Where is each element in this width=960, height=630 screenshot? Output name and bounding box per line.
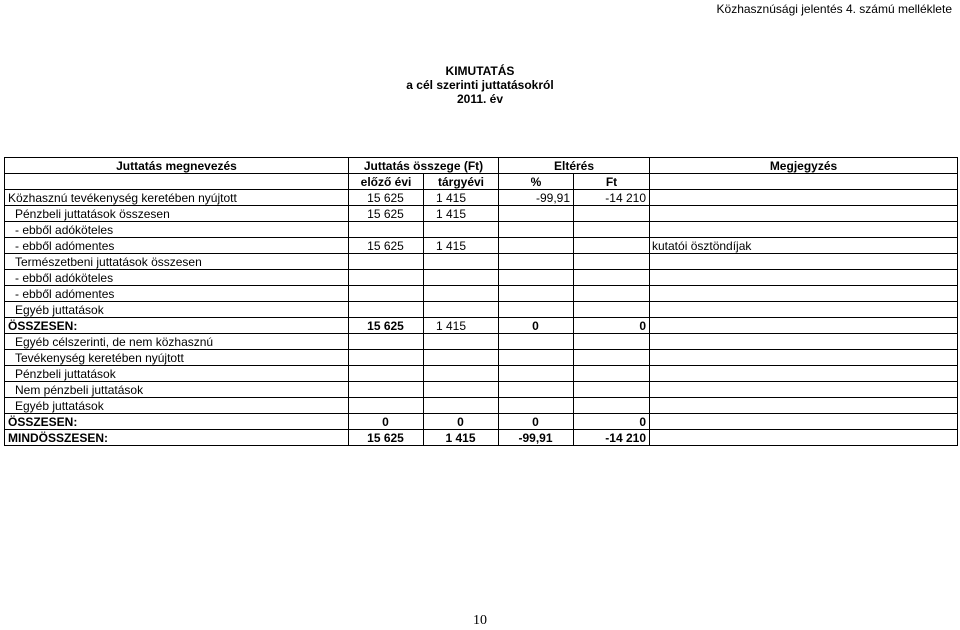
header-row-1 bbox=[5, 158, 958, 174]
table-cell-note bbox=[650, 222, 958, 238]
benefits-table bbox=[4, 157, 958, 446]
table-cell-label: Egyéb juttatások bbox=[5, 302, 349, 318]
table-cell-prev bbox=[349, 382, 424, 398]
table-cell-note bbox=[650, 254, 958, 270]
table-cell-note bbox=[650, 286, 958, 302]
table-cell-note bbox=[650, 430, 958, 446]
table-cell-prev bbox=[349, 398, 424, 414]
table-cell-label: Tevékenység keretében nyújtott bbox=[5, 350, 349, 366]
table-cell-label: ÖSSZESEN: bbox=[5, 318, 349, 334]
table-cell-ft bbox=[574, 366, 650, 382]
table-row bbox=[5, 286, 958, 302]
table-cell-prev: 15 625 bbox=[349, 206, 424, 222]
table-cell-prev: 15 625 bbox=[349, 318, 424, 334]
table-cell-prev bbox=[349, 350, 424, 366]
table-cell-pct bbox=[499, 254, 574, 270]
table-cell-label: Egyéb juttatások bbox=[5, 398, 349, 414]
table-cell-label: - ebből adóköteles bbox=[5, 222, 349, 238]
table-cell-prev bbox=[349, 286, 424, 302]
table-cell-curr: 1 415 bbox=[424, 238, 499, 254]
table-cell-prev bbox=[349, 302, 424, 318]
table-cell-pct: 0 bbox=[499, 318, 574, 334]
table-row bbox=[5, 430, 958, 446]
header-blank bbox=[5, 174, 349, 190]
table-cell-label: - ebből adómentes bbox=[5, 286, 349, 302]
title-line-2: a cél szerinti juttatásokról bbox=[406, 78, 554, 92]
table-row bbox=[5, 334, 958, 350]
table-cell-ft bbox=[574, 270, 650, 286]
table-row bbox=[5, 398, 958, 414]
table-cell-pct bbox=[499, 206, 574, 222]
table-cell-ft: 0 bbox=[574, 414, 650, 430]
table-cell-ft bbox=[574, 302, 650, 318]
table-cell-label: Egyéb célszerinti, de nem közhasznú bbox=[5, 334, 349, 350]
header-diff: Eltérés bbox=[499, 158, 650, 174]
table-cell-note bbox=[650, 190, 958, 206]
table-cell-note bbox=[650, 366, 958, 382]
header-name: Juttatás megnevezés bbox=[5, 158, 349, 174]
table-cell-pct bbox=[499, 334, 574, 350]
table-cell-prev: 15 625 bbox=[349, 190, 424, 206]
table-cell-ft: -14 210 bbox=[574, 190, 650, 206]
table-cell-curr bbox=[424, 398, 499, 414]
table-cell-note bbox=[650, 398, 958, 414]
table-cell-prev: 0 bbox=[349, 414, 424, 430]
table-cell-label: Közhasznú tevékenység keretében nyújtott bbox=[5, 190, 349, 206]
header-pct: % bbox=[499, 174, 574, 190]
table-cell-pct bbox=[499, 398, 574, 414]
table-cell-ft: 0 bbox=[574, 318, 650, 334]
table-cell-pct: -99,91 bbox=[499, 430, 574, 446]
table-cell-prev: 15 625 bbox=[349, 238, 424, 254]
table-cell-ft bbox=[574, 398, 650, 414]
header-amount: Juttatás összege (Ft) bbox=[349, 158, 499, 174]
table-row bbox=[5, 254, 958, 270]
table-cell-pct bbox=[499, 238, 574, 254]
table-cell-pct bbox=[499, 350, 574, 366]
header-note: Közhasznúsági jelentés 4. számú melléklete bbox=[716, 2, 952, 16]
table-row bbox=[5, 270, 958, 286]
table-cell-ft bbox=[574, 286, 650, 302]
table-cell-pct: -99,91 bbox=[499, 190, 574, 206]
table-cell-ft bbox=[574, 350, 650, 366]
table-cell-label: Természetbeni juttatások összesen bbox=[5, 254, 349, 270]
table-cell-ft bbox=[574, 206, 650, 222]
table-cell-curr bbox=[424, 366, 499, 382]
table-cell-ft bbox=[574, 238, 650, 254]
table-cell-note bbox=[650, 334, 958, 350]
table-row bbox=[5, 350, 958, 366]
header-ft: Ft bbox=[574, 174, 650, 190]
table-cell-label: MINDÖSSZESEN: bbox=[5, 430, 349, 446]
table-cell-curr bbox=[424, 350, 499, 366]
table-row bbox=[5, 414, 958, 430]
header-row-2 bbox=[5, 174, 958, 190]
table-cell-label: Pénzbeli juttatások bbox=[5, 366, 349, 382]
table-cell-curr bbox=[424, 286, 499, 302]
table-cell-ft bbox=[574, 254, 650, 270]
table-row-first bbox=[5, 190, 958, 206]
table-cell-label: Nem pénzbeli juttatások bbox=[5, 382, 349, 398]
title-line-3: 2011. év bbox=[456, 92, 504, 106]
table-cell-curr: 1 415 bbox=[424, 430, 499, 446]
table-cell-ft bbox=[574, 334, 650, 350]
table-cell-curr bbox=[424, 270, 499, 286]
table-row bbox=[5, 206, 958, 222]
table-cell-note: kutatói ösztöndíjak bbox=[650, 238, 958, 254]
table-cell-note bbox=[650, 350, 958, 366]
table-cell-label: - ebből adómentes bbox=[5, 238, 349, 254]
header-curr: tárgyévi bbox=[424, 174, 499, 190]
table-cell-curr bbox=[424, 254, 499, 270]
table-row bbox=[5, 318, 958, 334]
table-cell-label: - ebből adóköteles bbox=[5, 270, 349, 286]
header-blank bbox=[650, 174, 958, 190]
table-cell-prev bbox=[349, 222, 424, 238]
table-cell-prev bbox=[349, 254, 424, 270]
table-cell-label: Pénzbeli juttatások összesen bbox=[5, 206, 349, 222]
table-cell-prev bbox=[349, 270, 424, 286]
title-line-1: KIMUTATÁS bbox=[445, 64, 515, 78]
table-cell-note bbox=[650, 382, 958, 398]
table-row bbox=[5, 302, 958, 318]
table-cell-prev: 15 625 bbox=[349, 430, 424, 446]
table-row bbox=[5, 222, 958, 238]
table-cell-prev bbox=[349, 366, 424, 382]
table-cell-pct bbox=[499, 286, 574, 302]
table-row bbox=[5, 382, 958, 398]
table-cell-note bbox=[650, 318, 958, 334]
table-cell-curr: 1 415 bbox=[424, 318, 499, 334]
table-row bbox=[5, 366, 958, 382]
table-cell-ft: -14 210 bbox=[574, 430, 650, 446]
table-cell-curr: 0 bbox=[424, 414, 499, 430]
table-cell-curr bbox=[424, 334, 499, 350]
table-row bbox=[5, 238, 958, 254]
table-cell-prev bbox=[349, 334, 424, 350]
table-cell-curr bbox=[424, 382, 499, 398]
table-cell-pct bbox=[499, 366, 574, 382]
table-cell-note bbox=[650, 270, 958, 286]
table-cell-curr: 1 415 bbox=[424, 206, 499, 222]
table-cell-pct bbox=[499, 302, 574, 318]
page-title bbox=[0, 64, 960, 106]
table-cell-ft bbox=[574, 382, 650, 398]
table-cell-curr bbox=[424, 302, 499, 318]
table-cell-pct bbox=[499, 382, 574, 398]
header-prev: előző évi bbox=[349, 174, 424, 190]
header-note: Megjegyzés bbox=[650, 158, 958, 174]
table-cell-note bbox=[650, 206, 958, 222]
table-cell-label: ÖSSZESEN: bbox=[5, 414, 349, 430]
table-cell-curr: 1 415 bbox=[424, 190, 499, 206]
table-cell-curr bbox=[424, 222, 499, 238]
table-cell-ft bbox=[574, 222, 650, 238]
table-cell-note bbox=[650, 302, 958, 318]
table-cell-pct bbox=[499, 222, 574, 238]
table-cell-pct bbox=[499, 270, 574, 286]
table-cell-note bbox=[650, 414, 958, 430]
page-number: 10 bbox=[473, 613, 487, 628]
table-cell-pct: 0 bbox=[499, 414, 574, 430]
